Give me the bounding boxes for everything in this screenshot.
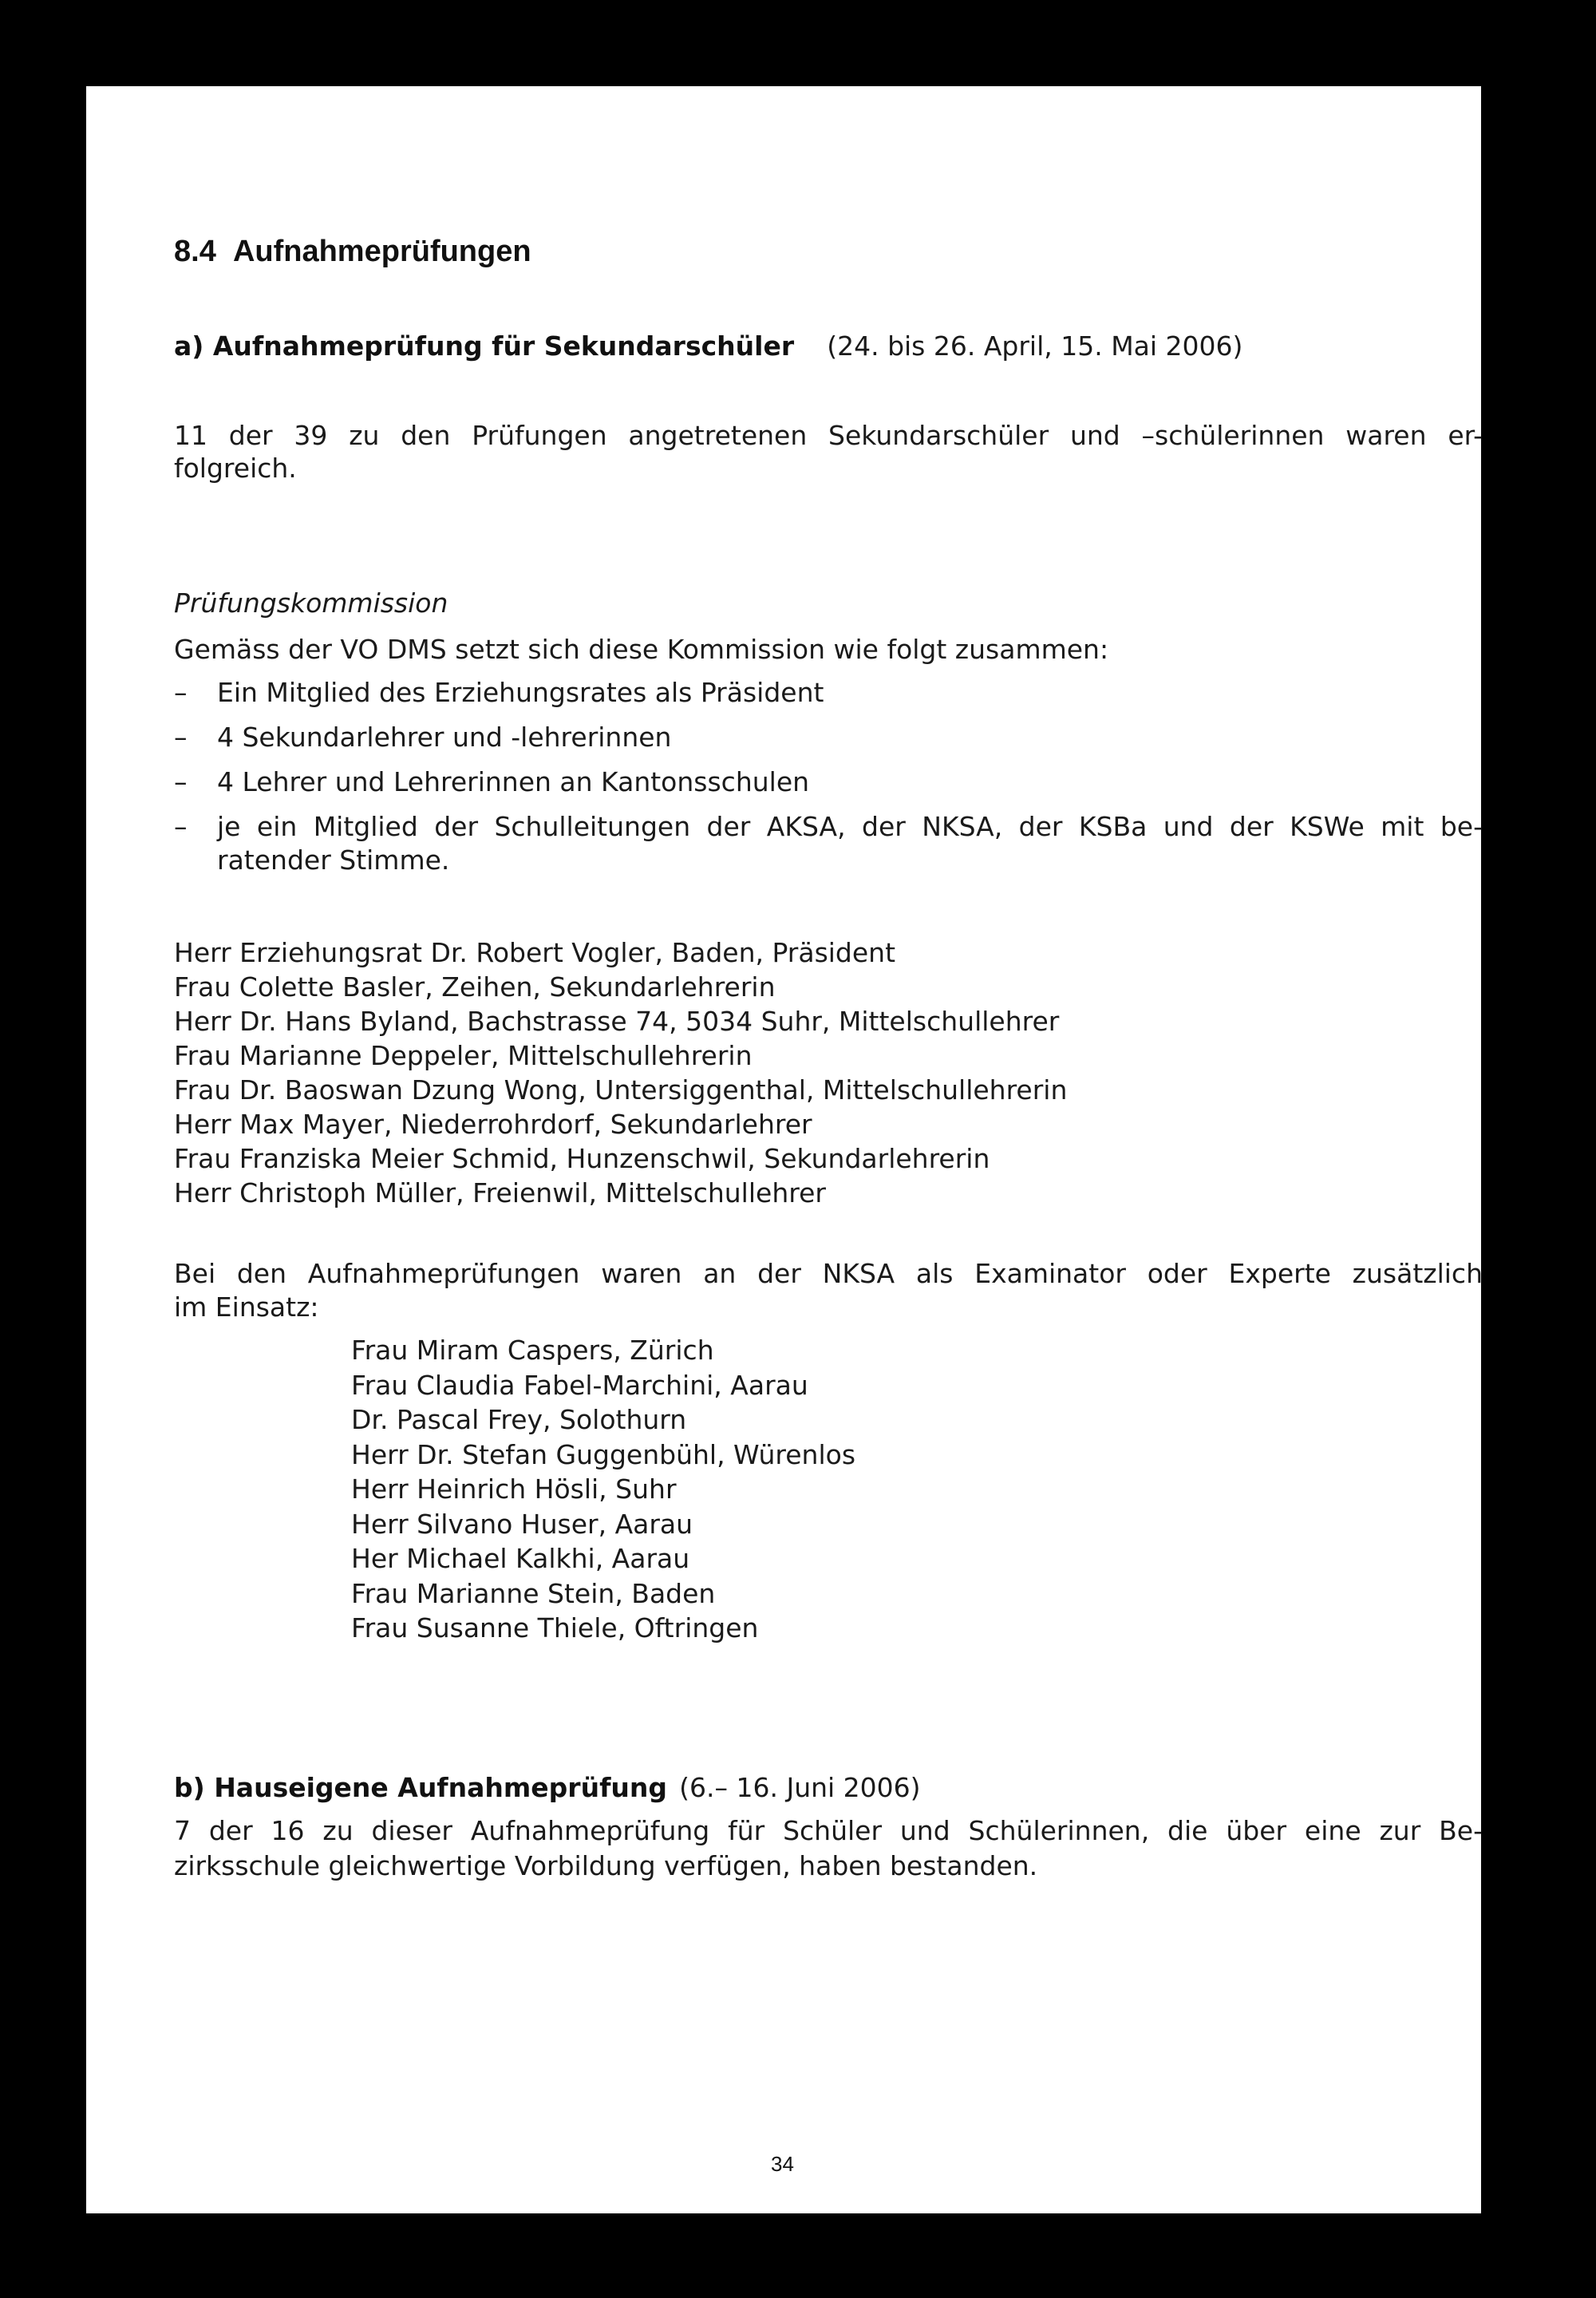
bullet-text: Ein Mitglied des Erziehungsrates als Präsident <box>217 677 824 708</box>
member-list <box>174 937 1067 1212</box>
dash-icon: – <box>174 766 188 797</box>
examiner-item: Frau Marianne Stein, Baden <box>351 1577 716 1609</box>
part-a-heading: a) Aufnahmeprüfung für Sekundarschüler <box>174 330 795 362</box>
examiner-item: Frau Claudia Fabel-Marchini, Aarau <box>351 1369 808 1401</box>
examiner-item: Herr Dr. Stefan Guggenbühl, Würenlos <box>351 1438 856 1470</box>
bullet-text: 4 Sekundarlehrer und -lehrerinnen <box>217 722 672 753</box>
part-a-result-line-1: 11 der 39 zu den Prüfungen angetretenen Sekundarschüler und –schülerinnen waren er- <box>174 420 1483 451</box>
part-b-dates: (6.– 16. Juni 2006) <box>679 1772 921 1803</box>
examiner-list <box>351 1335 855 1647</box>
dash-icon: – <box>174 677 188 708</box>
member-item: Herr Max Mayer, Niederrohrdorf, Sekundarlehrer <box>174 1109 812 1140</box>
member-item: Herr Christoph Müller, Freienwil, Mittelschullehrer <box>174 1177 826 1208</box>
part-b-result-line-2: zirksschule gleichwertige Vorbildung verfügen, haben bestanden. <box>174 1850 1038 1881</box>
examiner-item: Herr Heinrich Hösli, Suhr <box>351 1473 677 1505</box>
member-item: Frau Colette Basler, Zeihen, Sekundarlehrerin <box>174 971 776 1003</box>
examiner-item: Her Michael Kalkhi, Aarau <box>351 1543 690 1574</box>
section-title: 8.4 Aufnahmeprüfungen <box>174 235 531 268</box>
document-page <box>86 86 1481 2213</box>
examiner-item: Herr Silvano Huser, Aarau <box>351 1508 693 1540</box>
dash-icon: – <box>174 811 188 842</box>
part-a-result-line-2: folgreich. <box>174 453 297 484</box>
examiner-item: Dr. Pascal Frey, Solothurn <box>351 1404 687 1435</box>
examiners-intro-line-1: Bei den Aufnahmeprüfungen waren an der NKSA als Examinator oder Experte zusätzlich <box>174 1258 1483 1289</box>
part-a-heading-row <box>174 330 1242 362</box>
member-item: Herr Erziehungsrat Dr. Robert Vogler, Baden, Präsident <box>174 937 896 968</box>
member-item: Frau Dr. Baoswan Dzung Wong, Untersiggenthal, Mittelschullehrerin <box>174 1074 1068 1105</box>
dash-icon: – <box>174 722 188 753</box>
examiners-intro-line-2: im Einsatz: <box>174 1291 319 1323</box>
member-item: Herr Dr. Hans Byland, Bachstrasse 74, 5034 Suhr, Mittelschullehrer <box>174 1006 1060 1037</box>
member-item: Frau Marianne Deppeler, Mittelschullehrerin <box>174 1040 753 1071</box>
part-b-heading: b) Hauseigene Aufnahmeprüfung <box>174 1772 668 1803</box>
commission-intro: Gemäss der VO DMS setzt sich diese Kommission wie folgt zusammen: <box>174 634 1109 665</box>
examiner-item: Frau Miram Caspers, Zürich <box>351 1335 714 1366</box>
bullet-text: 4 Lehrer und Lehrerinnen an Kantonsschulen <box>217 766 810 797</box>
part-b-heading-row <box>174 1772 921 1803</box>
part-a-dates: (24. bis 26. April, 15. Mai 2006) <box>827 330 1243 362</box>
member-item: Frau Franziska Meier Schmid, Hunzenschwil, Sekundarlehrerin <box>174 1143 990 1174</box>
page-number: 34 <box>771 2152 794 2176</box>
part-b-result-line-1: 7 der 16 zu dieser Aufnahmeprüfung für Schüler und Schülerinnen, die über eine zur Be- <box>174 1815 1483 1846</box>
bullet-text: je ein Mitglied der Schulleitungen der AKSA, der NKSA, der KSBa und der KSWe mit be- <box>217 811 1483 842</box>
examiner-item: Frau Susanne Thiele, Oftringen <box>351 1612 759 1643</box>
commission-title: Prüfungskommission <box>174 587 448 619</box>
bullet-continuation: ratender Stimme. <box>217 844 450 876</box>
commission-bullet <box>86 811 1483 847</box>
